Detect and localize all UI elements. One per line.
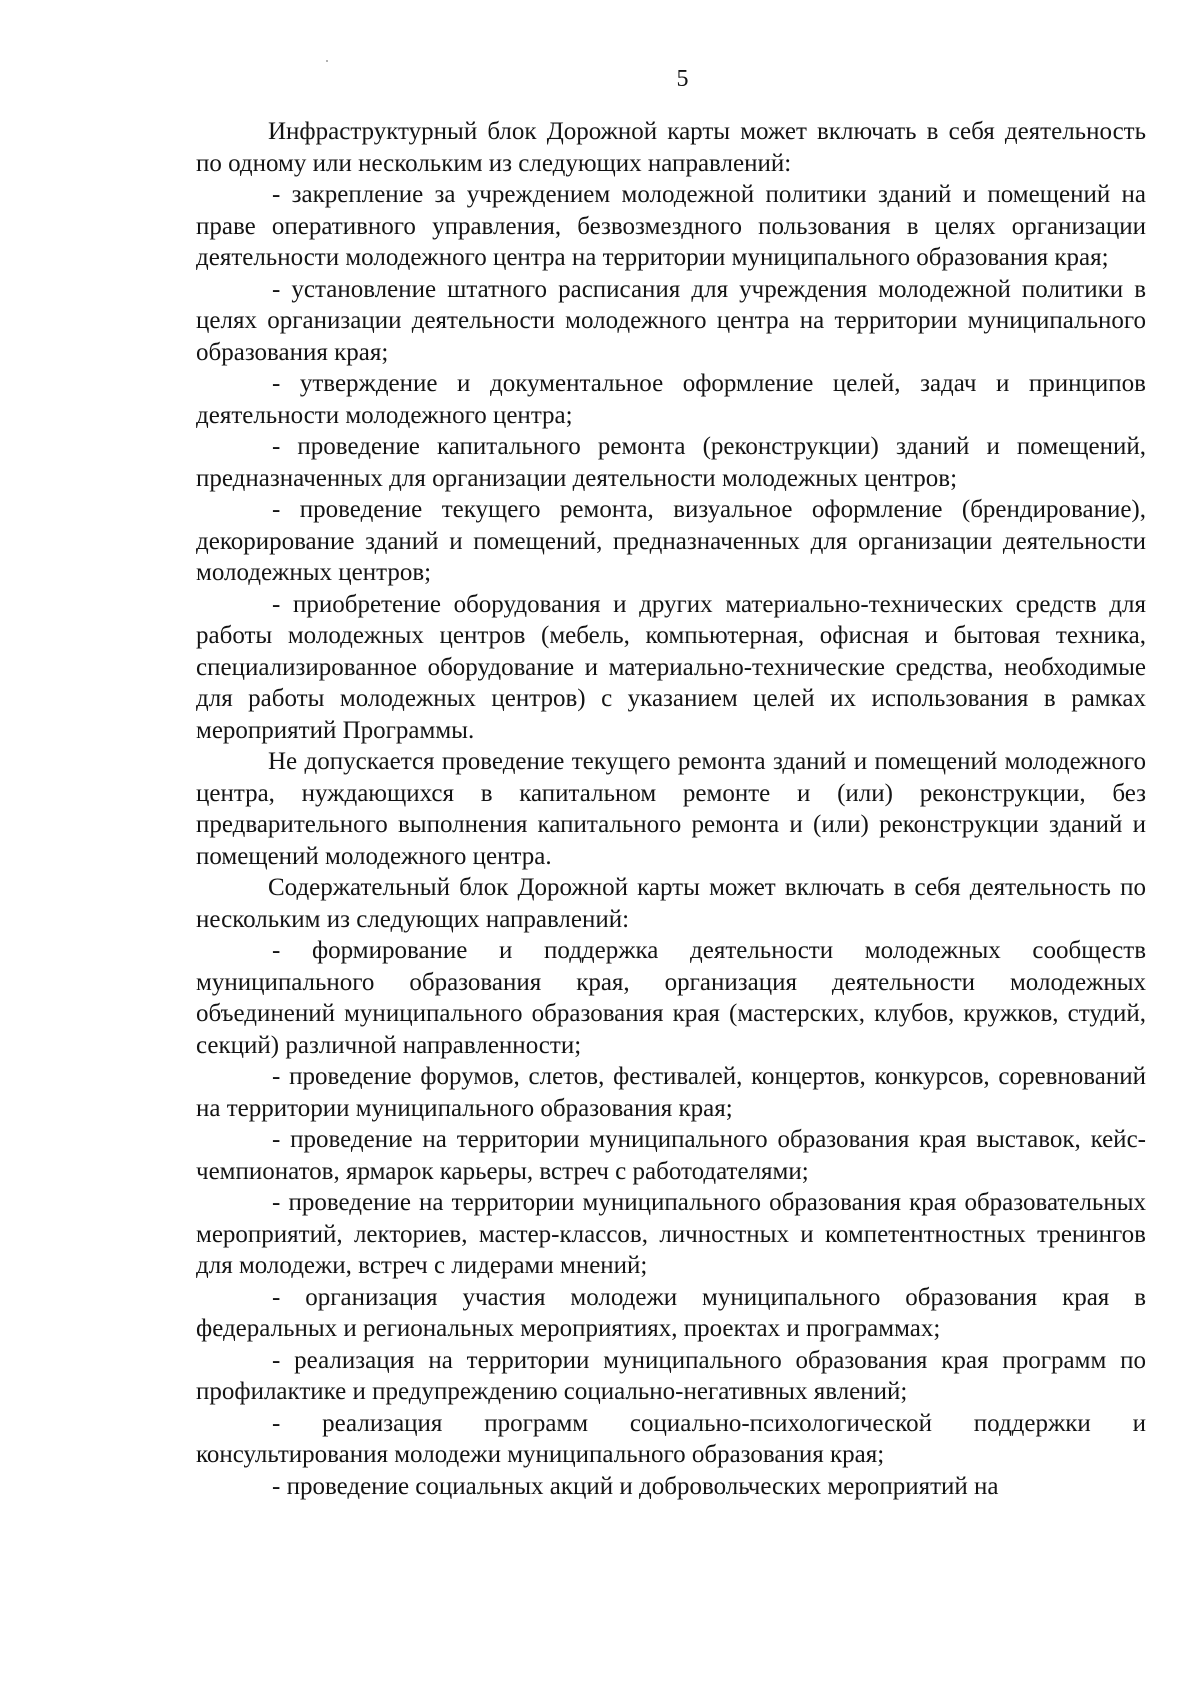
list-item: - установление штатного расписания для учреждения молодежной политики в целях организации деятельности молодежного центра на территории муниципального образования края; [196, 275, 1146, 366]
list-item: - проведение капитального ремонта (реконструкции) зданий и помещений, предназначенных для организации деятельности молодежных центров; [196, 433, 1146, 492]
list-item: - организация участия молодежи муниципального образования края в федеральных и региональных мероприятиях, проектах и программах; [196, 1283, 1146, 1342]
list-item: - проведение на территории муниципального образования края выставок, кейс-чемпионатов, ярмарок карьеры, встреч с работодателями; [196, 1126, 1146, 1185]
list-item: - формирование и поддержка деятельности молодежных сообществ муниципального образования края, организация деятельности молодежных объединений муниципального образования края (мастерских, клубов, кружков, студий, секций) различной направленности; [196, 937, 1146, 1059]
list-item: - проведение на территории муниципального образования края образовательных мероприятий, лекториев, мастер-классов, личностных и компетентностных тренингов для молодежи, встреч с лидерами мнений; [196, 1189, 1146, 1279]
paragraph-repair-restriction: Не допускается проведение текущего ремонта зданий и помещений молодежного центра, нуждающихся в капитальном ремонте и (или) реконструкции, без предварительного выполнения капитального ремонта и (или) реконструкции зданий и помещений молодежного центра. [196, 748, 1146, 870]
list-item: - утверждение и документальное оформление целей, задач и принципов деятельности молодежного центра; [196, 370, 1146, 429]
list-item: - проведение форумов, слетов, фестивалей, концертов, конкурсов, соревнований на территории муниципального образования края; [196, 1063, 1146, 1122]
list-item: - закрепление за учреждением молодежной политики зданий и помещений на праве оперативного управления, безвозмездного пользования в целях организации деятельности молодежного центра на территории муниципального образования края; [196, 181, 1146, 271]
page-number: 5 [676, 66, 689, 92]
paragraph-content-intro: Содержательный блок Дорожной карты может включать в себя деятельность по нескольким из следующих направлений: [196, 874, 1146, 933]
list-item: - реализация программ социально-психологической поддержки и консультирования молодежи муниципального образования края; [196, 1409, 1146, 1468]
paragraph-infrastructure-intro: Инфраструктурный блок Дорожной карты может включать в себя деятельность по одному или нескольким из следующих направлений: [196, 118, 1146, 177]
document-body [196, 116, 1146, 1502]
list-item: - приобретение оборудования и других материально-технических средств для работы молодежных центров (мебель, компьютерная, офисная и бытовая техника, специализированное оборудование и материально-технические средства, необходимые для работы молодежных центров) с указанием целей их использования в рамках мероприятий Программы. [196, 590, 1146, 744]
list-item: - проведение социальных акций и добровольческих мероприятий на [272, 1472, 999, 1500]
list-item: - проведение текущего ремонта, визуальное оформление (брендирование), декорирование зданий и помещений, предназначенных для организации деятельности молодежных центров; [196, 496, 1146, 586]
list-item: - реализация на территории муниципального образования края программ по профилактике и предупреждению социально-негативных явлений; [196, 1346, 1146, 1405]
scan-speck [326, 60, 328, 62]
